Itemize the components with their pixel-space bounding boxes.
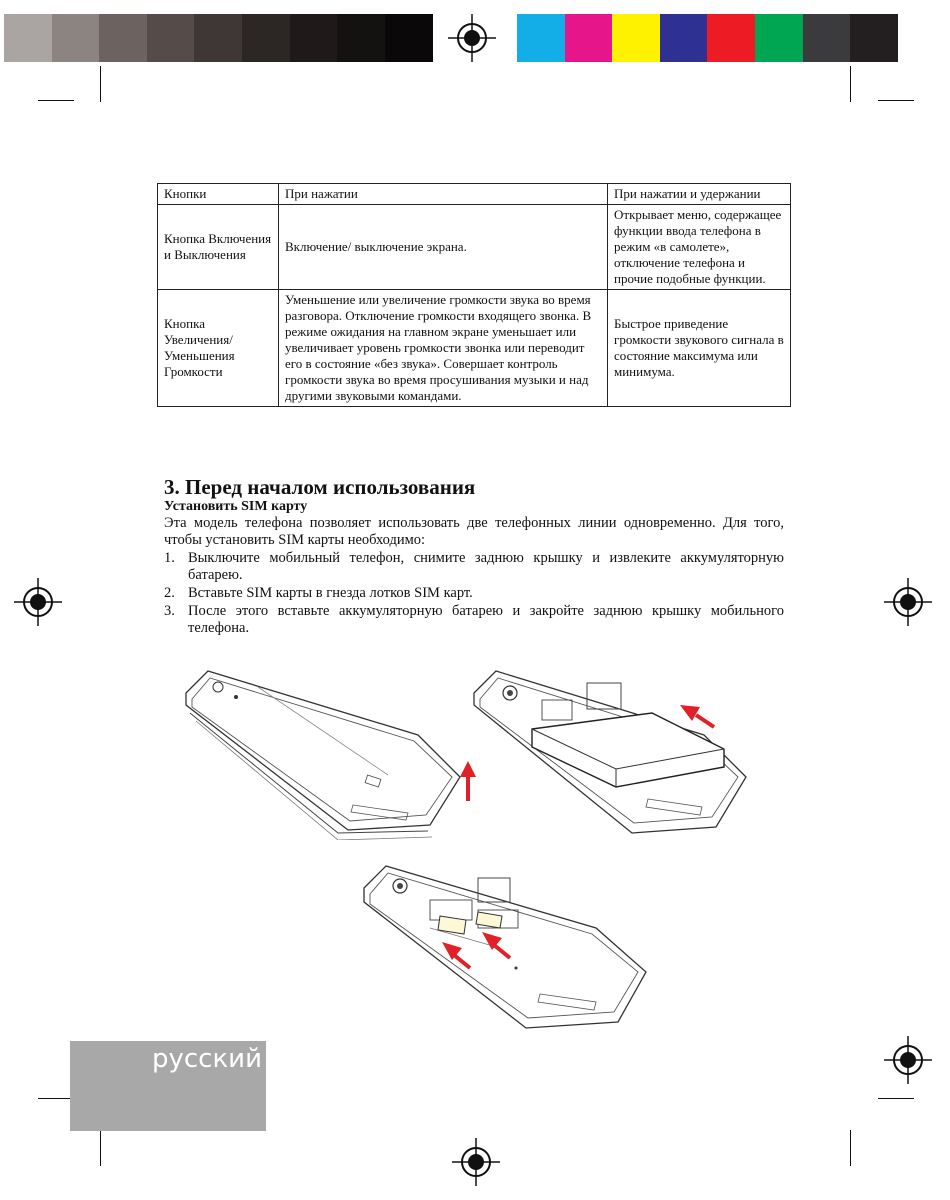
crop-mark bbox=[38, 1098, 74, 1099]
crop-mark bbox=[878, 1098, 914, 1099]
table-row bbox=[158, 205, 791, 290]
table-cell-button: Кнопка Увеличения/ Уменьшения Громкости bbox=[158, 290, 279, 407]
gray-swatch bbox=[147, 14, 195, 62]
gray-swatch bbox=[99, 14, 147, 62]
table-cell-hold: Открывает меню, содержащее функции ввода телефона в режим «в самолете», отключение телефона и прочие подобные функции. bbox=[608, 205, 791, 290]
crop-mark bbox=[38, 100, 74, 101]
registration-mark-icon bbox=[452, 1138, 500, 1186]
color-swatch bbox=[850, 14, 898, 62]
registration-mark-icon bbox=[14, 578, 62, 626]
crop-mark bbox=[100, 1130, 101, 1166]
color-swatch bbox=[660, 14, 708, 62]
table-header-cell: При нажатии bbox=[279, 184, 608, 205]
insert-sim-illustration bbox=[360, 858, 652, 1033]
table-cell-hold: Быстрое приведение громкости звукового сигнала в состояние максимума или минимума. bbox=[608, 290, 791, 407]
crop-mark bbox=[878, 100, 914, 101]
registration-mark-icon bbox=[448, 14, 496, 62]
table-cell-press: Включение/ выключение экрана. bbox=[279, 205, 608, 290]
language-label: русский bbox=[152, 1044, 262, 1074]
list-item bbox=[164, 603, 784, 637]
step-text: После этого вставьте аккумуляторную батарею и закройте заднюю крышку мобильного телефона. bbox=[188, 603, 784, 636]
step-number: 1. bbox=[164, 550, 175, 566]
color-swatch bbox=[612, 14, 660, 62]
gray-swatch bbox=[52, 14, 100, 62]
gray-swatch bbox=[194, 14, 242, 62]
section-title: 3. Перед началом использования bbox=[164, 475, 476, 499]
slide-arrow-icon bbox=[680, 705, 714, 727]
buttons-table bbox=[157, 183, 791, 407]
color-swatch bbox=[517, 14, 565, 62]
color-swatch bbox=[803, 14, 851, 62]
crop-mark bbox=[850, 66, 851, 102]
remove-back-cover-illustration bbox=[178, 665, 478, 840]
steps-list bbox=[164, 550, 784, 638]
registration-mark-icon bbox=[884, 578, 932, 626]
gray-swatch bbox=[337, 14, 385, 62]
table-header-cell: При нажатии и удержании bbox=[608, 184, 791, 205]
gray-swatch bbox=[4, 14, 52, 62]
color-swatch bbox=[707, 14, 755, 62]
table-cell-button: Кнопка Включения и Выключения bbox=[158, 205, 279, 290]
table-header-cell: Кнопки bbox=[158, 184, 279, 205]
table-row bbox=[158, 290, 791, 407]
remove-battery-illustration bbox=[472, 665, 750, 840]
list-item bbox=[164, 550, 784, 584]
crop-mark bbox=[850, 1130, 851, 1166]
gray-swatch bbox=[385, 14, 433, 62]
color-swatch bbox=[755, 14, 803, 62]
gray-swatch bbox=[242, 14, 290, 62]
table-cell-press: Уменьшение или увеличение громкости звука во время разговора. Отключение громкости входящего звонка. В режиме ожидания на главном экране уменьшает или увеличивает уровень громкости звонка или переводит его в состояние «без звука». Совершает контроль громкости звука во время просушивания музыки и над другими звуковыми командами. bbox=[279, 290, 608, 407]
intro-paragraph: Эта модель телефона позволяет использовать две телефонных линии одновременно. Для того, чтобы установить SIM карты необходимо: bbox=[164, 515, 784, 548]
step-text: Вставьте SIM карты в гнезда лотков SIM карт. bbox=[188, 585, 473, 601]
list-item bbox=[164, 585, 784, 602]
step-number: 3. bbox=[164, 603, 175, 619]
table-header-row bbox=[158, 184, 791, 205]
crop-mark bbox=[100, 66, 101, 102]
step-number: 2. bbox=[164, 585, 175, 601]
registration-mark-icon bbox=[884, 1036, 932, 1084]
step-text: Выключите мобильный телефон, снимите заднюю крышку и извлеките аккумуляторную батарею. bbox=[188, 550, 784, 583]
gray-swatch bbox=[290, 14, 338, 62]
color-swatch bbox=[565, 14, 613, 62]
section-subtitle: Установить SIM карту bbox=[164, 499, 308, 514]
